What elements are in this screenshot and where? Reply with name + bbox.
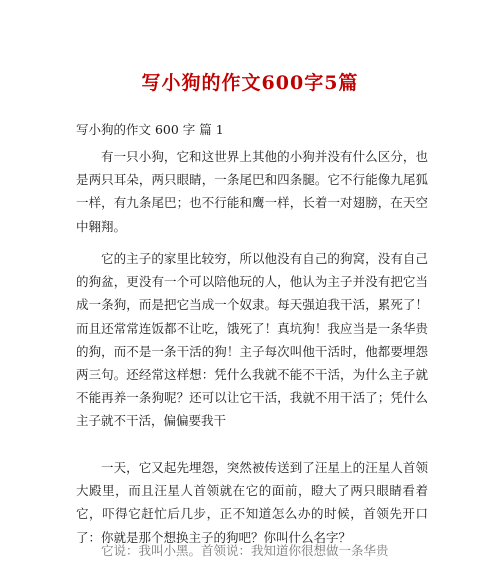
document-title: 写小狗的作文600字5篇: [141, 72, 359, 94]
paragraph-4-partial: 它说：我叫小黑。首领说：我知道你很想做一条华贵: [101, 543, 389, 558]
paragraph-3: 一天，它又起先埋怨，突然被传送到了汪星上的汪星人首领大殿里，而且汪星人首领就在它的面前，瞪大了两只眼睛看着它，吓得它赶忙后几步，正不知道怎么办的时候，首领先开口了：你就是那个想换主子的狗吧？你叫什么名字？: [76, 460, 428, 545]
paragraph-2: 它的主子的家里比较穷，所以他没有自己的狗窝，没有自己的狗盆，更没有一个可以陪他玩的人，他认为主子并没有把它当成一条狗，而是把它当成一个奴隶。每天强迫我干活，累死了！而且还常常连饭都不让吃，饿死了！真坑狗！我应当是一条华贵的狗，而不是一条干活的狗！主子每次叫他干活时，他都要埋怨两三句。还经常这样想：凭什么我就不能不干活，为什么主子就不能再养一条狗呢？还可以让它干活，我就不用干活了；凭什么主子就不干活，偏偏要我干: [76, 251, 428, 429]
essay-heading: 写小狗的作文 600 字 篇 1: [76, 122, 224, 137]
paragraph-1: 有一只小狗，它和这世界上其他的小狗并没有什么区分，也是两只耳朵，两只眼睛，一条尾巴和四条腿。它不行能像九尾狐一样，有九条尾巴；也不行能和鹰一样，长着一对翅膀，在天空中翱翔。: [76, 149, 428, 234]
